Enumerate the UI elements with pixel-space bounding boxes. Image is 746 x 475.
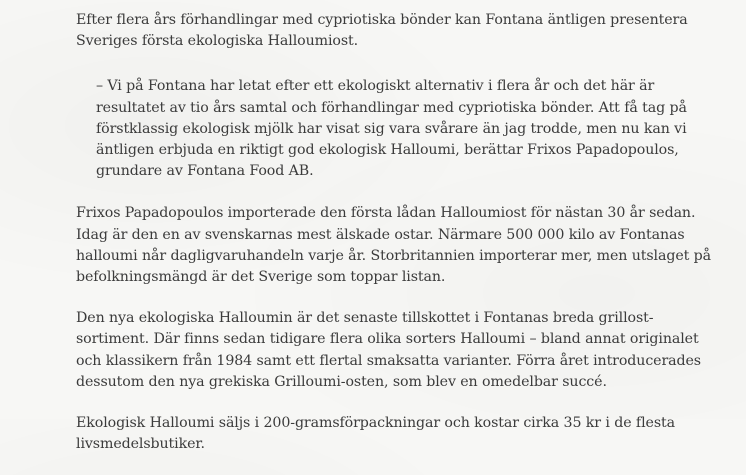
price-paragraph: Ekologisk Halloumi säljs i 200-gramsförpackningar och kostar cirka 35 kr i de flesta livsmedelsbutiker. [76,415,675,453]
history-paragraph: Frixos Papadopoulos importerade den första lådan Halloumiost för nästan 30 år sedan. Idag är den en av svenskarnas mest älskade ostar. Närmare 500 000 kilo av Fontanas halloumi når dagligvaruhandeln varje år. Storbritannien importerar mer, men utslaget på befolkningsmängd är det Sverige som toppar listan. [76,205,711,286]
press-release-body [76,10,716,475]
assortment-paragraph: Den nya ekologiska Halloumin är det senaste tillskottet i Fontanas breda grillost-sortiment. Där finns sedan tidigare flera olika sorters Halloumi – bland annat originalet och klassikern från 1984 samt ett flertal smaksatta varianter. Förra året introducerades dessutom den nya grekiska Grilloumi-osten, som blev en omedelbar succé. [76,310,701,390]
intro-paragraph: Efter flera års förhandlingar med cypriotiska bönder kan Fontana äntligen presentera Sveriges första ekologiska Halloumiost. [76,12,688,50]
quote-paragraph: – Vi på Fontana har letat efter ett ekologiskt alternativ i flera år och det här är resultatet av tio års samtal och förhandlingar med cypriotiska bönder. Att få tag på förstklassig ekologisk mjölk har visat sig vara svårare än jag trodde, men nu kan vi äntligen erbjuda en riktigt god ekologisk Halloumi, berättar Frixos Papadopoulos, grundare av Fontana Food AB. [96,78,687,180]
